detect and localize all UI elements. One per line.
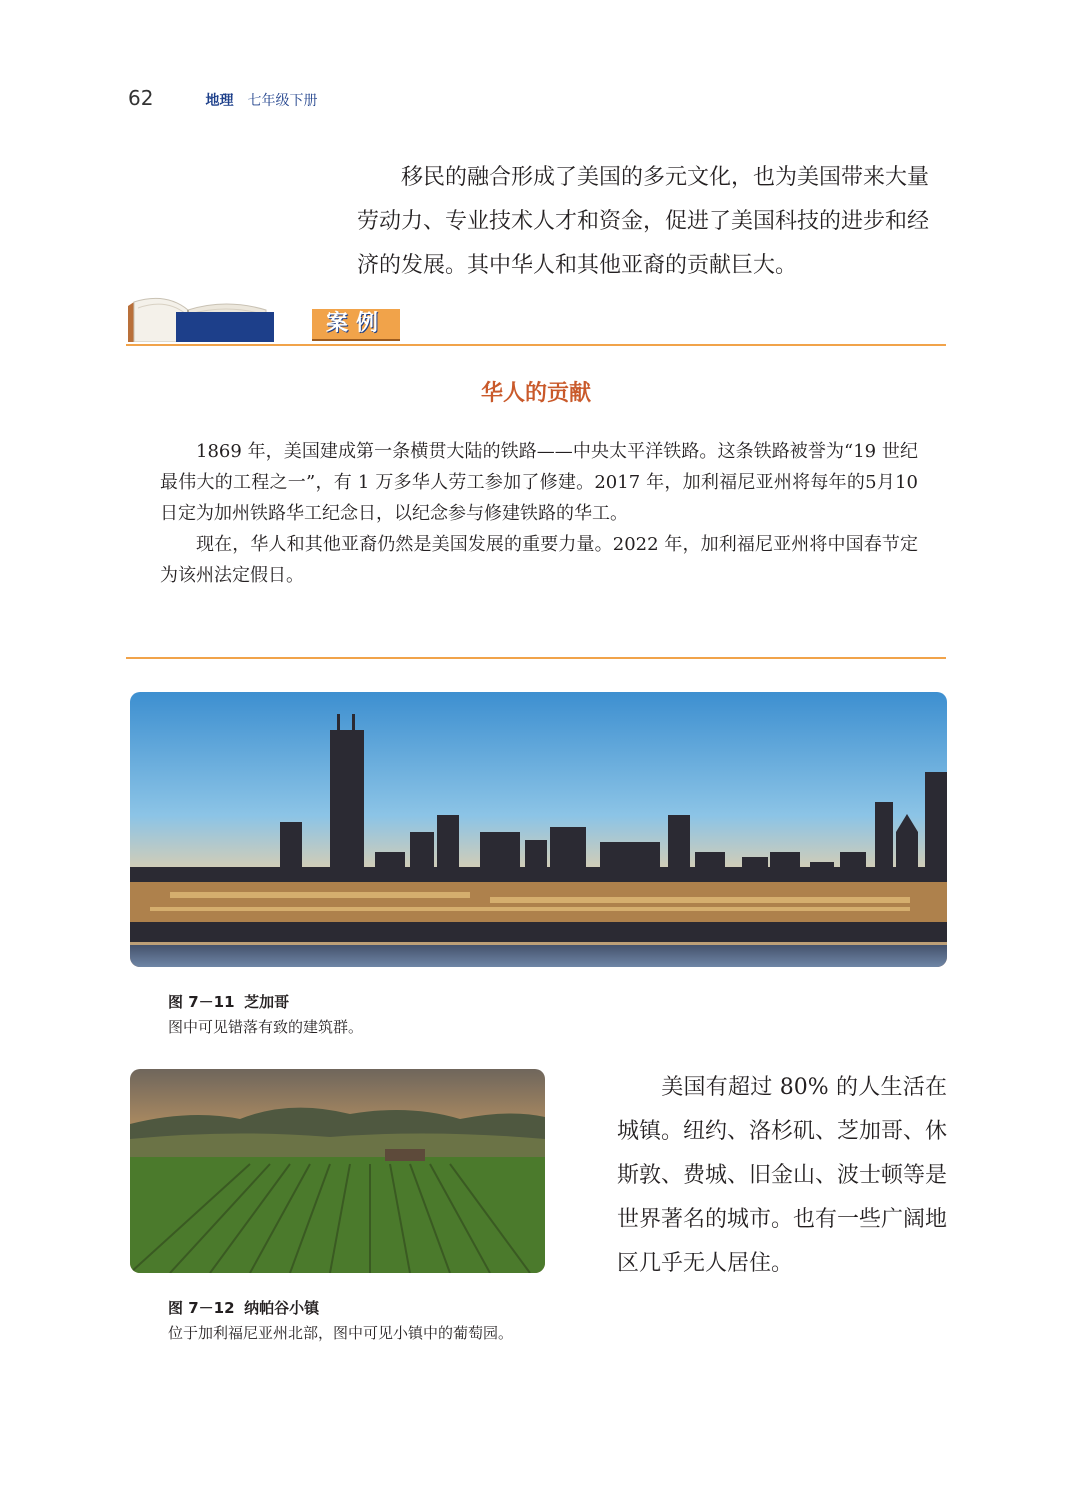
figure-number: 图 7－12 [168, 1299, 235, 1317]
page-header [128, 86, 317, 116]
figure-title: 纳帕谷小镇 [244, 1299, 320, 1317]
case-paragraph: 现在，华人和其他亚裔仍然是美国发展的重要力量。2022 年，加利福尼亚州将中国春节定为该州法定假日。 [160, 534, 918, 586]
intro-text: 移民的融合形成了美国的多元文化，也为美国带来大量劳动力、专业技术人才和资金，促进了美国科技的进步和经济的发展。其中华人和其他亚裔的贡献巨大。 [357, 165, 930, 278]
case-divider-bottom [126, 657, 946, 659]
figure-description: 图中可见错落有致的建筑群。 [168, 1018, 364, 1036]
subject-label: 地理 [205, 93, 234, 109]
case-label: 案例 [312, 309, 400, 341]
figure-description: 位于加利福尼亚州北部，图中可见小镇中的葡萄园。 [168, 1324, 514, 1342]
case-title: 华人的贡献 [480, 381, 591, 406]
side-text: 美国有超过 80% 的人生活在城镇。纽约、洛杉矶、芝加哥、休斯敦、费城、旧金山、波士顿等是世界著名的城市。也有一些广阔地区几乎无人居住。 [617, 1075, 948, 1276]
case-banner [126, 296, 946, 346]
figure-title: 芝加哥 [244, 993, 290, 1011]
book-icon [126, 296, 274, 342]
urbanization-paragraph [617, 1066, 947, 1286]
case-body [160, 436, 918, 591]
figure-caption [168, 990, 363, 1040]
case-paragraph: 1869 年，美国建成第一条横贯大陆的铁路——中央太平洋铁路。这条铁路被誉为“19 世纪最伟大的工程之一”，有 1 万多华人劳工参加了修建。2017 年，加利福尼亚州将每年的5月10日定为加州铁路华工纪念日，以纪念参与修建铁路的华工。 [160, 441, 918, 524]
intro-paragraph [357, 156, 949, 288]
grade-label: 七年级下册 [247, 93, 318, 109]
chicago-skyline-photo [130, 692, 947, 967]
case-divider-top [126, 344, 946, 346]
figure-caption [168, 1296, 513, 1346]
page-number: 62 [128, 86, 154, 110]
figure-number: 图 7－11 [168, 993, 235, 1011]
napa-valley-photo [130, 1069, 545, 1273]
